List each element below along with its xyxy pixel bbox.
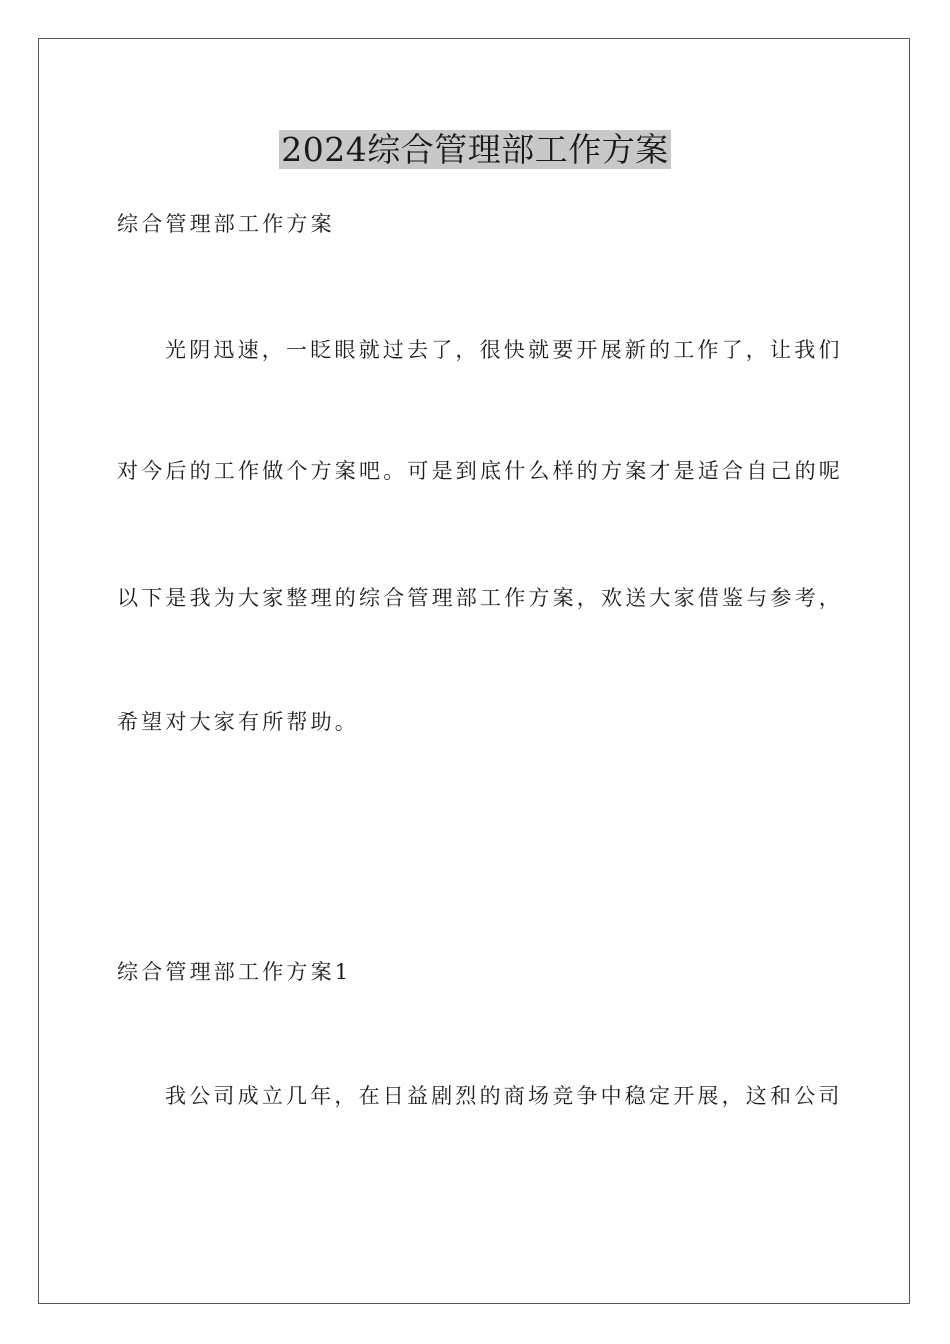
paragraph-line: 我公司成立几年，在日益剧烈的商场竞争中稳定开展，这和公司 xyxy=(165,1084,843,1108)
subtitle: 综合管理部工作方案 xyxy=(117,212,335,236)
paragraph-line: 光阴迅速，一眨眼就过去了，很快就要开展新的工作了，让我们 xyxy=(165,338,843,362)
paragraph-line: 以下是我为大家整理的综合管理部工作方案，欢送大家借鉴与参考， xyxy=(117,586,843,610)
document-title xyxy=(0,128,950,172)
paragraph-line: 对今后的工作做个方案吧。可是到底什么样的方案才是适合自己的呢 xyxy=(117,459,843,483)
paragraph-line: 希望对大家有所帮助。 xyxy=(117,710,359,734)
document-title-text: 2024综合管理部工作方案 xyxy=(281,130,669,169)
section-heading: 综合管理部工作方案1 xyxy=(117,960,352,984)
